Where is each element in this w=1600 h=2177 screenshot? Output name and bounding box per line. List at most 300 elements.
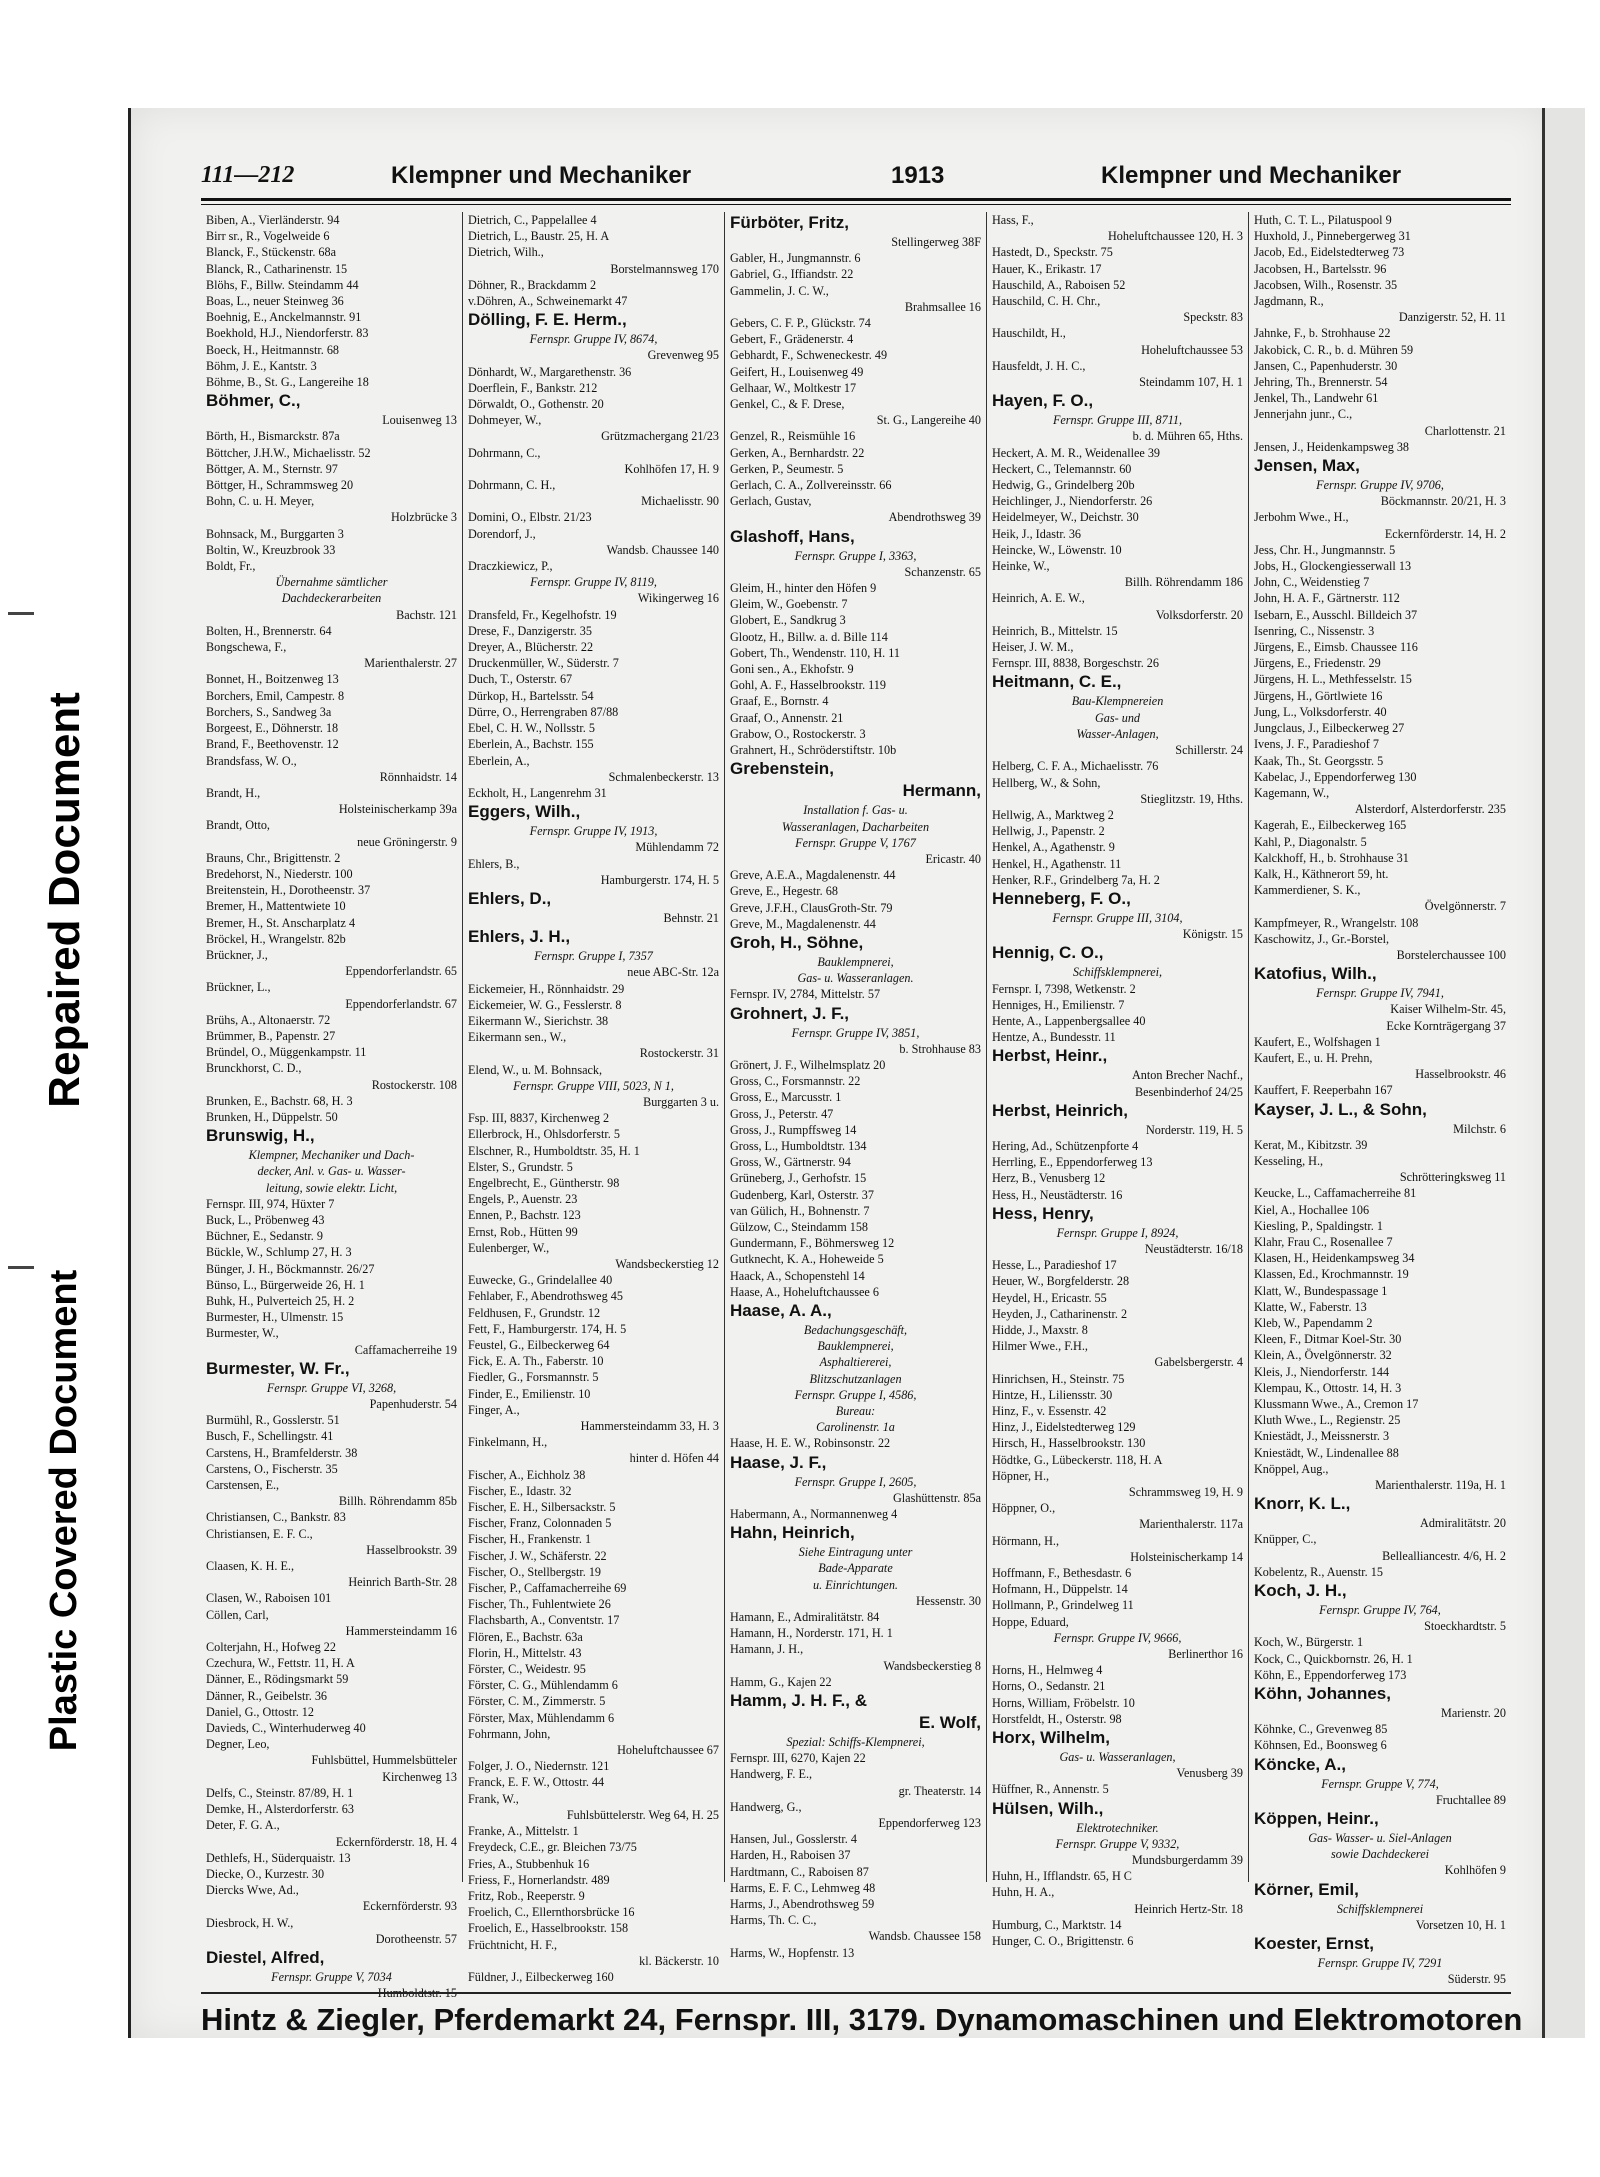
directory-entry: Hansen, Jul., Gosslerstr. 4 [730, 1832, 857, 1847]
directory-entry: Borgeest, E., Döhnerstr. 18 [206, 721, 339, 736]
directory-entry: Jess, Chr. H., Jungmannstr. 5 [1254, 542, 1396, 557]
entry-continuation: Schmalenbeckerstr. 13 [608, 769, 719, 784]
entry-continuation: Billh. Röhrendamm 186 [1124, 575, 1243, 590]
entry-continuation: Stieglitzstr. 19, Hths. [1140, 791, 1243, 806]
directory-entry: Greve, A.E.A., Magdalenenstr. 44 [730, 868, 896, 883]
business-name: Brunswig, H., [206, 1126, 315, 1146]
directory-entry: Hellwig, J., Papenstr. 2 [992, 824, 1105, 839]
directory-entry: Böttger, A. M., Sternstr. 97 [206, 461, 338, 476]
directory-entry: Brandsfass, W. O., [206, 753, 297, 768]
business-name: Groh, H., Söhne, [730, 932, 864, 952]
entry-note: Schiffsklempnerei, [1072, 965, 1163, 980]
entry-continuation: Speckstr. 83 [1183, 310, 1243, 325]
directory-entry: Klassen, Ed., Krochmannstr. 19 [1254, 1267, 1409, 1282]
business-name: Henneberg, F. O., [992, 888, 1131, 908]
entry-continuation: Grützmachergang 21/23 [601, 429, 719, 444]
directory-entry: Heyden, J., Catharinenstr. 2 [992, 1306, 1128, 1321]
entry-continuation: Hasselbrookstr. 39 [366, 1542, 457, 1557]
directory-entry: Förster, C., Weidestr. 95 [468, 1662, 586, 1677]
directory-entry: Henker, R.F., Grindelberg 7a, H. 2 [992, 872, 1160, 887]
directory-entry: Dransfeld, Fr., Kegelhofstr. 19 [468, 607, 617, 622]
directory-entry: Boas, L., neuer Steinweg 36 [206, 294, 344, 309]
entry-continuation: Michaelisstr. 90 [641, 494, 719, 509]
directory-entry: Hentze, A., Bundesstr. 11 [992, 1030, 1116, 1045]
directory-entry: Ebel, C. H. W., Nollsstr. 5 [468, 721, 595, 736]
directory-entry: Harms, E. F. C., Lehmweg 48 [730, 1880, 876, 1895]
directory-entry: Gross, J., Rumpffsweg 14 [730, 1122, 857, 1137]
entry-continuation: Marienthalerstr. 119a, H. 1 [1375, 1478, 1506, 1493]
directory-entry: Hörmann, H., [992, 1533, 1060, 1548]
directory-entry: Dörwaldt, O., Gothenstr. 20 [468, 397, 604, 412]
entry-continuation: Gabelsbergerstr. 4 [1154, 1355, 1243, 1370]
entry-note: Fernspr. Gruppe IV, 8674, [529, 332, 658, 347]
directory-entry: Franck, E. F. W., Ottostr. 44 [468, 1775, 605, 1790]
business-name: Hülsen, Wilh., [992, 1798, 1104, 1818]
directory-entry: Busch, F., Schellingstr. 41 [206, 1429, 334, 1444]
business-name: Hayen, F. O., [992, 391, 1094, 411]
directory-entry: Kagemann, W., [1254, 785, 1330, 800]
entry-note: Fernspr. Gruppe V, 774, [1321, 1776, 1439, 1791]
directory-entry: Boehnig, E., Anckelmannstr. 91 [206, 310, 362, 325]
entry-continuation: Wandsbeckerstieg 8 [883, 1658, 981, 1673]
entry-continuation: Billh. Röhrendamm 85b [338, 1494, 457, 1509]
directory-entry: Fernspr. I, 7398, Wetkenstr. 2 [992, 981, 1136, 996]
entry-note: Klempner, Mechaniker und Dach- [248, 1148, 415, 1163]
business-name: Herbst, Heinrich, [992, 1100, 1129, 1120]
directory-entry: Koch, W., Bürgerstr. 1 [1254, 1635, 1364, 1650]
directory-entry: Brunken, H., Düppelstr. 50 [206, 1109, 338, 1124]
directory-entry: Fernspr. III, 6270, Kajen 22 [730, 1751, 866, 1766]
directory-entry: Eikermann W., Sierichstr. 38 [468, 1013, 609, 1028]
directory-entry: Jürgens, E., Eimsb. Chaussee 116 [1254, 640, 1418, 655]
directory-entry: John, C., Weidenstieg 7 [1254, 575, 1370, 590]
directory-entry: Ellerbrock, H., Ohlsdorferstr. 5 [468, 1127, 620, 1142]
directory-entry: Eckholt, H., Langenrehm 31 [468, 785, 607, 800]
business-name: Grohnert, J. F., [730, 1003, 850, 1023]
directory-entry: Huhn, H., Ifflandstr. 65, H C [992, 1869, 1132, 1884]
directory-entry: Gross, W., Gärtnerstr. 94 [730, 1155, 851, 1170]
entry-note: Gas- u. Wasseranlagen, [1059, 1750, 1176, 1765]
directory-entry: Drese, F., Danzigerstr. 35 [468, 623, 592, 638]
entry-note: Fernspr. Gruppe V, 9332, [1055, 1836, 1180, 1851]
directory-entry: Jehring, Th., Brennerstr. 54 [1254, 375, 1388, 390]
entry-note: u. Einrichtungen. [813, 1577, 898, 1592]
adjacent-page-edge [1542, 108, 1585, 2038]
directory-entry: Böhme, B., St. G., Langereihe 18 [206, 375, 369, 390]
entry-note: Gas- und [1094, 710, 1141, 725]
entry-continuation: neue Gröningerstr. 9 [357, 834, 457, 849]
entry-continuation: Eppendorferweg 123 [878, 1816, 981, 1831]
directory-entry: Brühs, A., Altonaerstr. 72 [206, 1012, 331, 1027]
entry-note: Gas- u. Wasseranlagen. [797, 971, 914, 986]
entry-note: Gas- Wasser- u. Siel-Anlagen [1308, 1831, 1452, 1846]
directory-entry: Jobs, H., Glockengiesserwall 13 [1254, 559, 1412, 574]
entry-continuation: Schrammsweg 19, H. 9 [1128, 1485, 1243, 1500]
directory-entry: Burmester, H., Ulmenstr. 15 [206, 1310, 344, 1325]
directory-entry: Czechura, W., Fettstr. 11, H. A [206, 1656, 355, 1671]
repaired-document-text: Repaired Document [40, 692, 90, 1108]
entry-continuation: Wandsb. Chaussee 158 [868, 1929, 981, 1944]
directory-entry: Fett, F., Hamburgerstr. 174, H. 5 [468, 1321, 627, 1336]
entry-continuation: gr. Theaterstr. 14 [898, 1783, 981, 1798]
business-name: Ehlers, D., [468, 888, 552, 908]
directory-entry: Brandt, Otto, [206, 818, 270, 833]
entry-continuation: Kohlhöfen 9 [1444, 1863, 1506, 1878]
directory-entry: Brauns, Chr., Brigittenstr. 2 [206, 850, 341, 865]
directory-entry: Goni sen., A., Ekhofstr. 9 [730, 662, 854, 677]
directory-entry: Förster, C. G., Mühlendamm 6 [468, 1678, 618, 1693]
directory-entry: Dethlefs, H., Süderquaistr. 13 [206, 1850, 351, 1865]
directory-entry: Eulenberger, W., [468, 1240, 550, 1255]
directory-entry: Kiel, A., Hochallee 106 [1254, 1202, 1370, 1217]
entry-continuation: Wandsb. Chaussee 140 [606, 542, 719, 557]
directory-entry: Diercks Wwe, Ad., [206, 1883, 299, 1898]
directory-entry: Dohmeyer, W., [468, 413, 542, 428]
column-2 [463, 212, 725, 1984]
directory-entry: Jerbohm Wwe., H., [1254, 510, 1349, 525]
entry-continuation: Marienthalerstr. 27 [364, 656, 457, 671]
directory-entry: Demke, H., Alsterdorferstr. 63 [206, 1802, 354, 1817]
entry-note: sowie Dachdeckerei [1330, 1847, 1430, 1862]
entry-continuation: Dorotheenstr. 57 [375, 1931, 457, 1946]
directory-entry: Böttger, H., Schrammsweg 20 [206, 478, 354, 493]
entry-continuation: Holsteinischerkamp 14 [1130, 1549, 1243, 1564]
directory-entry: Gohl, A. F., Hasselbrookstr. 119 [730, 678, 886, 693]
directory-entry: Bückle, W., Schlump 27, H. 3 [206, 1245, 352, 1260]
entry-note: Wasser-Anlagen, [1076, 726, 1159, 741]
directory-entry: Grahnert, H., Schröderstiftstr. 10b [730, 743, 897, 758]
directory-entry: Fischer, E., Idastr. 32 [468, 1483, 572, 1498]
directory-entry: Hente, A., Lappenbergsallee 40 [992, 1013, 1146, 1028]
entry-continuation: Hoheluftchaussee 67 [617, 1743, 719, 1758]
directory-entry: Gobert, Th., Wendenstr. 110, H. 11 [730, 645, 900, 660]
directory-entry: Engelbrecht, E., Güntherstr. 98 [468, 1175, 620, 1190]
entry-continuation: Charlottenstr. 21 [1424, 423, 1506, 438]
business-name: Burmester, W. Fr., [206, 1358, 350, 1378]
directory-entry: Bohnsack, M., Burggarten 3 [206, 526, 344, 541]
entry-continuation: Wandsbeckerstieg 12 [615, 1256, 719, 1271]
directory-entry: Jacobsen, Wilh., Rosenstr. 35 [1254, 277, 1398, 292]
directory-entry: Hering, Ad., Schützenpforte 4 [992, 1138, 1139, 1153]
directory-entry: Elschner, R., Humboldtstr. 35, H. 1 [468, 1143, 640, 1158]
directory-entry: Jung, L., Volksdorferstr. 40 [1254, 704, 1387, 719]
directory-entry: Boeck, H., Heitmannstr. 68 [206, 342, 340, 357]
business-name: Hahn, Heinrich, [730, 1523, 855, 1543]
directory-entry: Glootz, H., Billw. a. d. Bille 114 [730, 629, 888, 644]
directory-entry: Feustel, G., Eilbeckerweg 64 [468, 1338, 610, 1352]
directory-entry: Fries, A., Stubbenhuk 16 [468, 1856, 590, 1871]
directory-entry: Böttcher, J.H.W., Michaelisstr. 52 [206, 445, 371, 460]
entry-continuation: Mundsburgerdamm 39 [1131, 1853, 1243, 1868]
directory-entry: Fischer, J. W., Schäferstr. 22 [468, 1548, 607, 1563]
entry-note: Fernspr. Gruppe IV, 9706, [1316, 478, 1444, 493]
directory-entry: Klasen, H., Heidenkampsweg 34 [1254, 1251, 1415, 1266]
directory-entry: Dürkop, H., Bartelsstr. 54 [468, 688, 594, 703]
edge-mark [8, 612, 34, 615]
directory-entry: Gutknecht, K. A., Hoheweide 5 [730, 1252, 884, 1267]
directory-entry: Handwerg, G., [730, 1799, 802, 1814]
business-name: Böhmer, C., [206, 391, 301, 411]
entry-continuation: Bachstr. 121 [396, 607, 457, 622]
entry-continuation: Ericastr. 40 [925, 851, 981, 866]
directory-entry: Hausfeldt, J. H. C., [992, 358, 1086, 373]
directory-entry: Franke, A., Mittelstr. 1 [468, 1824, 579, 1839]
directory-entry: Förster, Max, Mühlendamm 6 [468, 1710, 615, 1725]
entry-continuation: Rostockerstr. 108 [371, 1077, 457, 1092]
entry-note: Fernspr. Gruppe III, 3104, [1052, 910, 1183, 925]
directory-entry: Blanck, F., Stückenstr. 68a [206, 245, 337, 260]
entry-note: Schiffsklempnerei [1336, 1901, 1424, 1916]
directory-entry: Biben, A., Vierländerstr. 94 [206, 213, 340, 227]
entry-continuation: Stellingerweg 38F [891, 235, 981, 249]
directory-entry: Heinrich, B., Mittelstr. 15 [992, 623, 1118, 638]
entry-continuation: Hammersteindamm 16 [345, 1623, 457, 1638]
directory-entry: Hidde, J., Maxstr. 8 [992, 1322, 1088, 1337]
directory-entry: Hoppe, Eduard, [992, 1614, 1069, 1629]
directory-entry: Grüneberg, J., Gerhofstr. 15 [730, 1171, 867, 1186]
entry-continuation: Berlinerthor 16 [1168, 1647, 1243, 1662]
directory-entry: Keucke, L., Caffamacherreihe 81 [1254, 1186, 1417, 1201]
directory-entry: Kniestädt, W., Lindenallee 88 [1254, 1445, 1399, 1460]
directory-entry: Carstens, H., Bramfelderstr. 38 [206, 1445, 358, 1460]
directory-entry: Gabler, H., Jungmannstr. 6 [730, 251, 861, 266]
business-name: Hermann, [902, 781, 981, 801]
directory-entry: Höpner, H., [992, 1468, 1050, 1483]
entry-continuation: b. Strohhause 83 [899, 1041, 981, 1056]
directory-entry: Kluth Wwe., L., Regienstr. 25 [1254, 1413, 1401, 1428]
business-name: Heitmann, C. E., [992, 672, 1122, 692]
directory-entry: Jacobsen, H., Bartelsstr. 96 [1254, 261, 1387, 276]
directory-entry: Brandt, H., [206, 785, 261, 800]
directory-entry: Dietrich, L., Baustr. 25, H. A [468, 229, 610, 244]
directory-entry: Hirsch, H., Hasselbrookstr. 130 [992, 1436, 1146, 1451]
directory-entry: Hofmann, H., Düppelstr. 14 [992, 1582, 1128, 1597]
entry-continuation: Schrötteringksweg 11 [1399, 1170, 1506, 1185]
business-name: Koch, J. H., [1254, 1581, 1347, 1601]
entry-note: Blitzschutzanlagen [809, 1371, 902, 1386]
directory-entry: Elend, W., u. M. Bohnsack, [468, 1062, 603, 1077]
directory-entry: Breitenstein, H., Dorotheenstr. 37 [206, 883, 371, 898]
directory-entry: Hauschild, C. H. Chr., [992, 294, 1101, 309]
directory-entry: Jürgens, H., Görtlwiete 16 [1254, 688, 1383, 703]
entry-continuation: neue ABC-Str. 12a [627, 965, 719, 980]
directory-entry: Kalk, H., Käthnerort 59, ht. [1254, 866, 1389, 881]
directory-entry: Handwerg, F. E., [730, 1767, 813, 1782]
directory-entry: Bonnet, H., Boitzenweg 13 [206, 672, 339, 687]
directory-entry: Kagerah, E., Eilbeckerweg 165 [1254, 818, 1407, 833]
directory-entry: Klein, A., Övelgönnerstr. 32 [1254, 1348, 1392, 1363]
business-name: Horx, Wilhelm, [992, 1728, 1110, 1748]
business-name: Koester, Ernst, [1254, 1934, 1374, 1954]
directory-entry: Hamann, J. H., [730, 1642, 804, 1657]
business-name: Herbst, Heinr., [992, 1046, 1108, 1066]
directory-entry: Bünso, L., Bürgerweide 26, H. 1 [206, 1277, 365, 1292]
directory-entry: Degner, Leo, [206, 1737, 270, 1752]
header-title-right: Klempner und Mechaniker [1101, 162, 1402, 189]
directory-entry: Herz, B., Venusberg 12 [992, 1171, 1106, 1186]
directory-entry: Klahr, Frau C., Rosenallee 7 [1254, 1234, 1393, 1249]
entry-note: Bauklempnerei, [817, 954, 894, 969]
entry-note: Asphaltiererei, [819, 1355, 892, 1370]
directory-entry: Finger, A., [468, 1402, 520, 1417]
directory-entry: Kobelentz, R., Auenstr. 15 [1254, 1564, 1383, 1579]
entry-continuation: Schillerstr. 24 [1175, 743, 1243, 758]
directory-entry: Hauer, K., Erikastr. 17 [992, 261, 1102, 276]
entry-continuation: hinter d. Höfen 44 [629, 1451, 719, 1466]
directory-entry: Hintze, H., Liliensstr. 30 [992, 1387, 1113, 1402]
column-4 [987, 212, 1249, 1949]
directory-entry: Dönhardt, W., Margarethenstr. 36 [468, 364, 632, 379]
directory-entry: Eickemeier, H., Rönnhaidstr. 29 [468, 981, 625, 996]
directory-entry: Dänner, E., Rödingsmarkt 59 [206, 1672, 349, 1687]
entry-continuation: Hamburgerstr. 174, H. 5 [600, 872, 719, 887]
entry-continuation: Borstelmannsweg 170 [610, 261, 719, 276]
directory-entry: Huhn, H. A., [992, 1885, 1055, 1900]
directory-entry: Habermann, A., Normannenweg 4 [730, 1507, 898, 1522]
directory-entry: Doerflein, F., Bankstr. 212 [468, 380, 598, 395]
directory-entry: Eberlein, A., [468, 753, 530, 768]
entry-continuation: Grevenweg 95 [647, 348, 719, 363]
directory-entry: Christiansen, E. F. C., [206, 1526, 313, 1541]
entry-continuation: Abendrothsweg 39 [888, 510, 981, 525]
business-name: Haase, J. F., [730, 1452, 827, 1472]
directory-entry: Kniestädt, J., Meissnerstr. 3 [1254, 1429, 1390, 1444]
directory-entry: Jahnke, F., b. Strohhause 22 [1254, 326, 1391, 341]
directory-entry: Heinke, W., [992, 559, 1050, 574]
entry-continuation: Hessenstr. 30 [916, 1593, 981, 1608]
directory-entry: Jansen, C., Papenhuderstr. 30 [1254, 358, 1398, 373]
directory-entry: Burmühl, R., Gosslerstr. 51 [206, 1413, 340, 1428]
directory-entry: Dänner, R., Geibelstr. 36 [206, 1688, 328, 1703]
entry-continuation: Besenbinderhof 24/25 [1135, 1084, 1243, 1099]
directory-entry: Heik, J., Idastr. 36 [992, 526, 1082, 541]
entry-continuation: Holsteinischerkamp 39a [338, 802, 457, 817]
directory-entry: Folger, J. O., Niedernstr. 121 [468, 1759, 610, 1774]
directory-entry: Hedwig, G., Grindelberg 20b [992, 478, 1135, 493]
entry-continuation: Kaiser Wilhelm-Str. 45, [1390, 1002, 1506, 1017]
directory-entry: Fischer, Th., Fuhlentwiete 26 [468, 1597, 611, 1612]
directory-entry: Kampfmeyer, R., Wrangelstr. 108 [1254, 915, 1419, 930]
directory-entry: Hinz, F., v. Essenstr. 42 [992, 1404, 1107, 1418]
entry-note: Fernspr. Gruppe VI, 3268, [266, 1380, 397, 1395]
directory-entry: Greve, E., Hegestr. 68 [730, 884, 838, 899]
business-name: Knorr, K. L., [1254, 1494, 1351, 1514]
entry-note: Wasseranlagen, Dacharbeiten [781, 819, 930, 834]
directory-entry: Gross, L., Humboldtstr. 134 [730, 1138, 867, 1153]
directory-entry: Fischer, P., Caffamacherreihe 69 [468, 1581, 627, 1596]
directory-entry: Fick, E. A. Th., Faberstr. 10 [468, 1354, 604, 1369]
directory-entry: Delfs, C., Steinstr. 87/89, H. 1 [206, 1785, 354, 1800]
directory-entry: Kahl, P., Diagonalstr. 5 [1254, 834, 1367, 849]
directory-entry: Henniges, H., Emilienstr. 7 [992, 997, 1125, 1012]
directory-entry: Früchtnicht, H. F., [468, 1937, 558, 1952]
directory-entry: Druckenmüller, W., Süderstr. 7 [468, 656, 619, 671]
entry-note: Fernspr. Gruppe VIII, 5023, N 1, [513, 1078, 674, 1093]
business-name: Eggers, Wilh., [468, 802, 581, 822]
directory-entry: Hess, H., Neustädterstr. 16 [992, 1187, 1123, 1202]
directory-entry: Dorendorf, J., [468, 526, 536, 541]
directory-entry: Finkelmann, H., [468, 1435, 548, 1450]
directory-entry: Kaufert, E., u. H. Prehn, [1254, 1050, 1373, 1065]
entry-note: Bade-Apparate [818, 1561, 893, 1576]
entry-note: Bedachungsgeschäft, [803, 1322, 908, 1337]
directory-entry: Kalckhoff, H., b. Strohhause 31 [1254, 850, 1409, 865]
directory-entry: Deter, F. G. A., [206, 1818, 280, 1833]
directory-entry: Gleim, W., Goebenstr. 7 [730, 597, 848, 612]
entry-continuation: Anton Brecher Nachf., [1132, 1068, 1243, 1083]
directory-entry: Heincke, W., Löwenstr. 10 [992, 542, 1122, 557]
entry-continuation: Kohlhöfen 17, H. 9 [624, 461, 719, 476]
business-name: Körner, Emil, [1254, 1879, 1359, 1899]
directory-entry: Böhm, J. E., Kantstr. 3 [206, 358, 317, 373]
entry-note: Fernspr. Gruppe I, 3363, [794, 548, 917, 563]
entry-continuation: Hasselbrookstr. 46 [1415, 1067, 1506, 1082]
header-rule-thin [201, 204, 1511, 205]
entry-continuation: Behnstr. 21 [663, 910, 719, 925]
directory-entry: Horstfeldt, H., Osterstr. 98 [992, 1711, 1122, 1726]
entry-continuation: Kirchenweg 13 [382, 1769, 457, 1784]
directory-entry: Henkel, A., Agathenstr. 9 [992, 840, 1115, 855]
directory-entry: Eickemeier, W. G., Fesslerstr. 8 [468, 997, 622, 1012]
directory-entry: Fritz, Rob., Reeperstr. 9 [468, 1888, 585, 1903]
directory-entry: Hellwig, A., Marktweg 2 [992, 807, 1114, 822]
directory-entry: Brümmer, B., Papenstr. 27 [206, 1028, 336, 1043]
entry-continuation: Volksdorferstr. 20 [1155, 607, 1243, 622]
directory-entry: Harms, J., Abendrothsweg 59 [730, 1897, 875, 1912]
business-name: Grebenstein, [730, 759, 834, 779]
directory-entry: Isebarn, E., Ausschl. Billdeich 37 [1254, 607, 1418, 622]
directory-entry: Ennen, P., Bachstr. 123 [468, 1208, 581, 1223]
directory-entry: v.Döhren, A., Schweinemarkt 47 [468, 294, 628, 309]
directory-entry: Boldt, Fr., [206, 559, 256, 574]
page-number: 111—212 [201, 162, 295, 188]
directory-entry: Klempau, K., Ottostr. 14, H. 3 [1254, 1380, 1402, 1395]
entry-note: Fernspr. Gruppe V, 7034 [271, 1969, 392, 1984]
directory-entry: Fernspr. III, 8838, Borgeschstr. 26 [992, 656, 1159, 671]
directory-page [128, 108, 1549, 2038]
entry-note: Fernspr. Gruppe IV, 1913, [529, 824, 658, 839]
directory-entry: Hinrichsen, H., Steinstr. 75 [992, 1371, 1125, 1386]
plastic-covered-text: Plastic Covered Document [43, 1269, 86, 1751]
entry-continuation: Caffamacherreihe 19 [354, 1342, 457, 1357]
directory-entry: Blanck, R., Catharinenstr. 15 [206, 261, 348, 276]
entry-continuation: Schanzenstr. 65 [904, 564, 981, 579]
directory-entry: Horns, O., Sedanstr. 21 [992, 1679, 1106, 1694]
directory-entry: Humburg, C., Marktstr. 14 [992, 1917, 1122, 1932]
directory-entry: Hoffmann, F., Bethesdastr. 6 [992, 1566, 1132, 1581]
directory-entry: Grabow, O., Rostockerstr. 3 [730, 726, 866, 741]
directory-entry: Graaf, O., Annenstr. 21 [730, 710, 844, 725]
directory-entry: Gerken, A., Bernhardstr. 22 [730, 445, 865, 460]
directory-entry: Jacob, Ed., Eidelstedterweg 73 [1254, 245, 1405, 260]
business-name: Fürböter, Fritz, [730, 213, 849, 232]
entry-continuation: Holzbrücke 3 [391, 510, 457, 525]
directory-entry: Geifert, H., Louisenweg 49 [730, 364, 864, 379]
directory-entry: Henkel, H., Agathenstr. 11 [992, 856, 1122, 871]
directory-entry: Jennerjahn junr., C., [1254, 407, 1353, 422]
entry-note: Fernspr. Gruppe III, 8711, [1052, 413, 1183, 428]
directory-entry: Harms, Th. C. C., [730, 1913, 817, 1928]
directory-entry: Ehlers, B., [468, 856, 520, 871]
directory-entry: Horns, William, Fröbelstr. 10 [992, 1695, 1135, 1710]
directory-entry: Helberg, C. F. A., Michaelisstr. 76 [992, 759, 1159, 774]
directory-entry: Genkel, C., & F. Drese, [730, 397, 845, 412]
directory-entry: Hauschildt, H., [992, 326, 1066, 341]
entry-note: Fernspr. Gruppe IV, 8119, [530, 575, 657, 590]
directory-entry: Jensen, J., Heidenkampsweg 38 [1254, 439, 1410, 454]
directory-entry: Blöhs, F., Billw. Steindamm 44 [206, 277, 359, 292]
directory-entry: Gebert, F., Grädenerstr. 4 [730, 332, 854, 347]
